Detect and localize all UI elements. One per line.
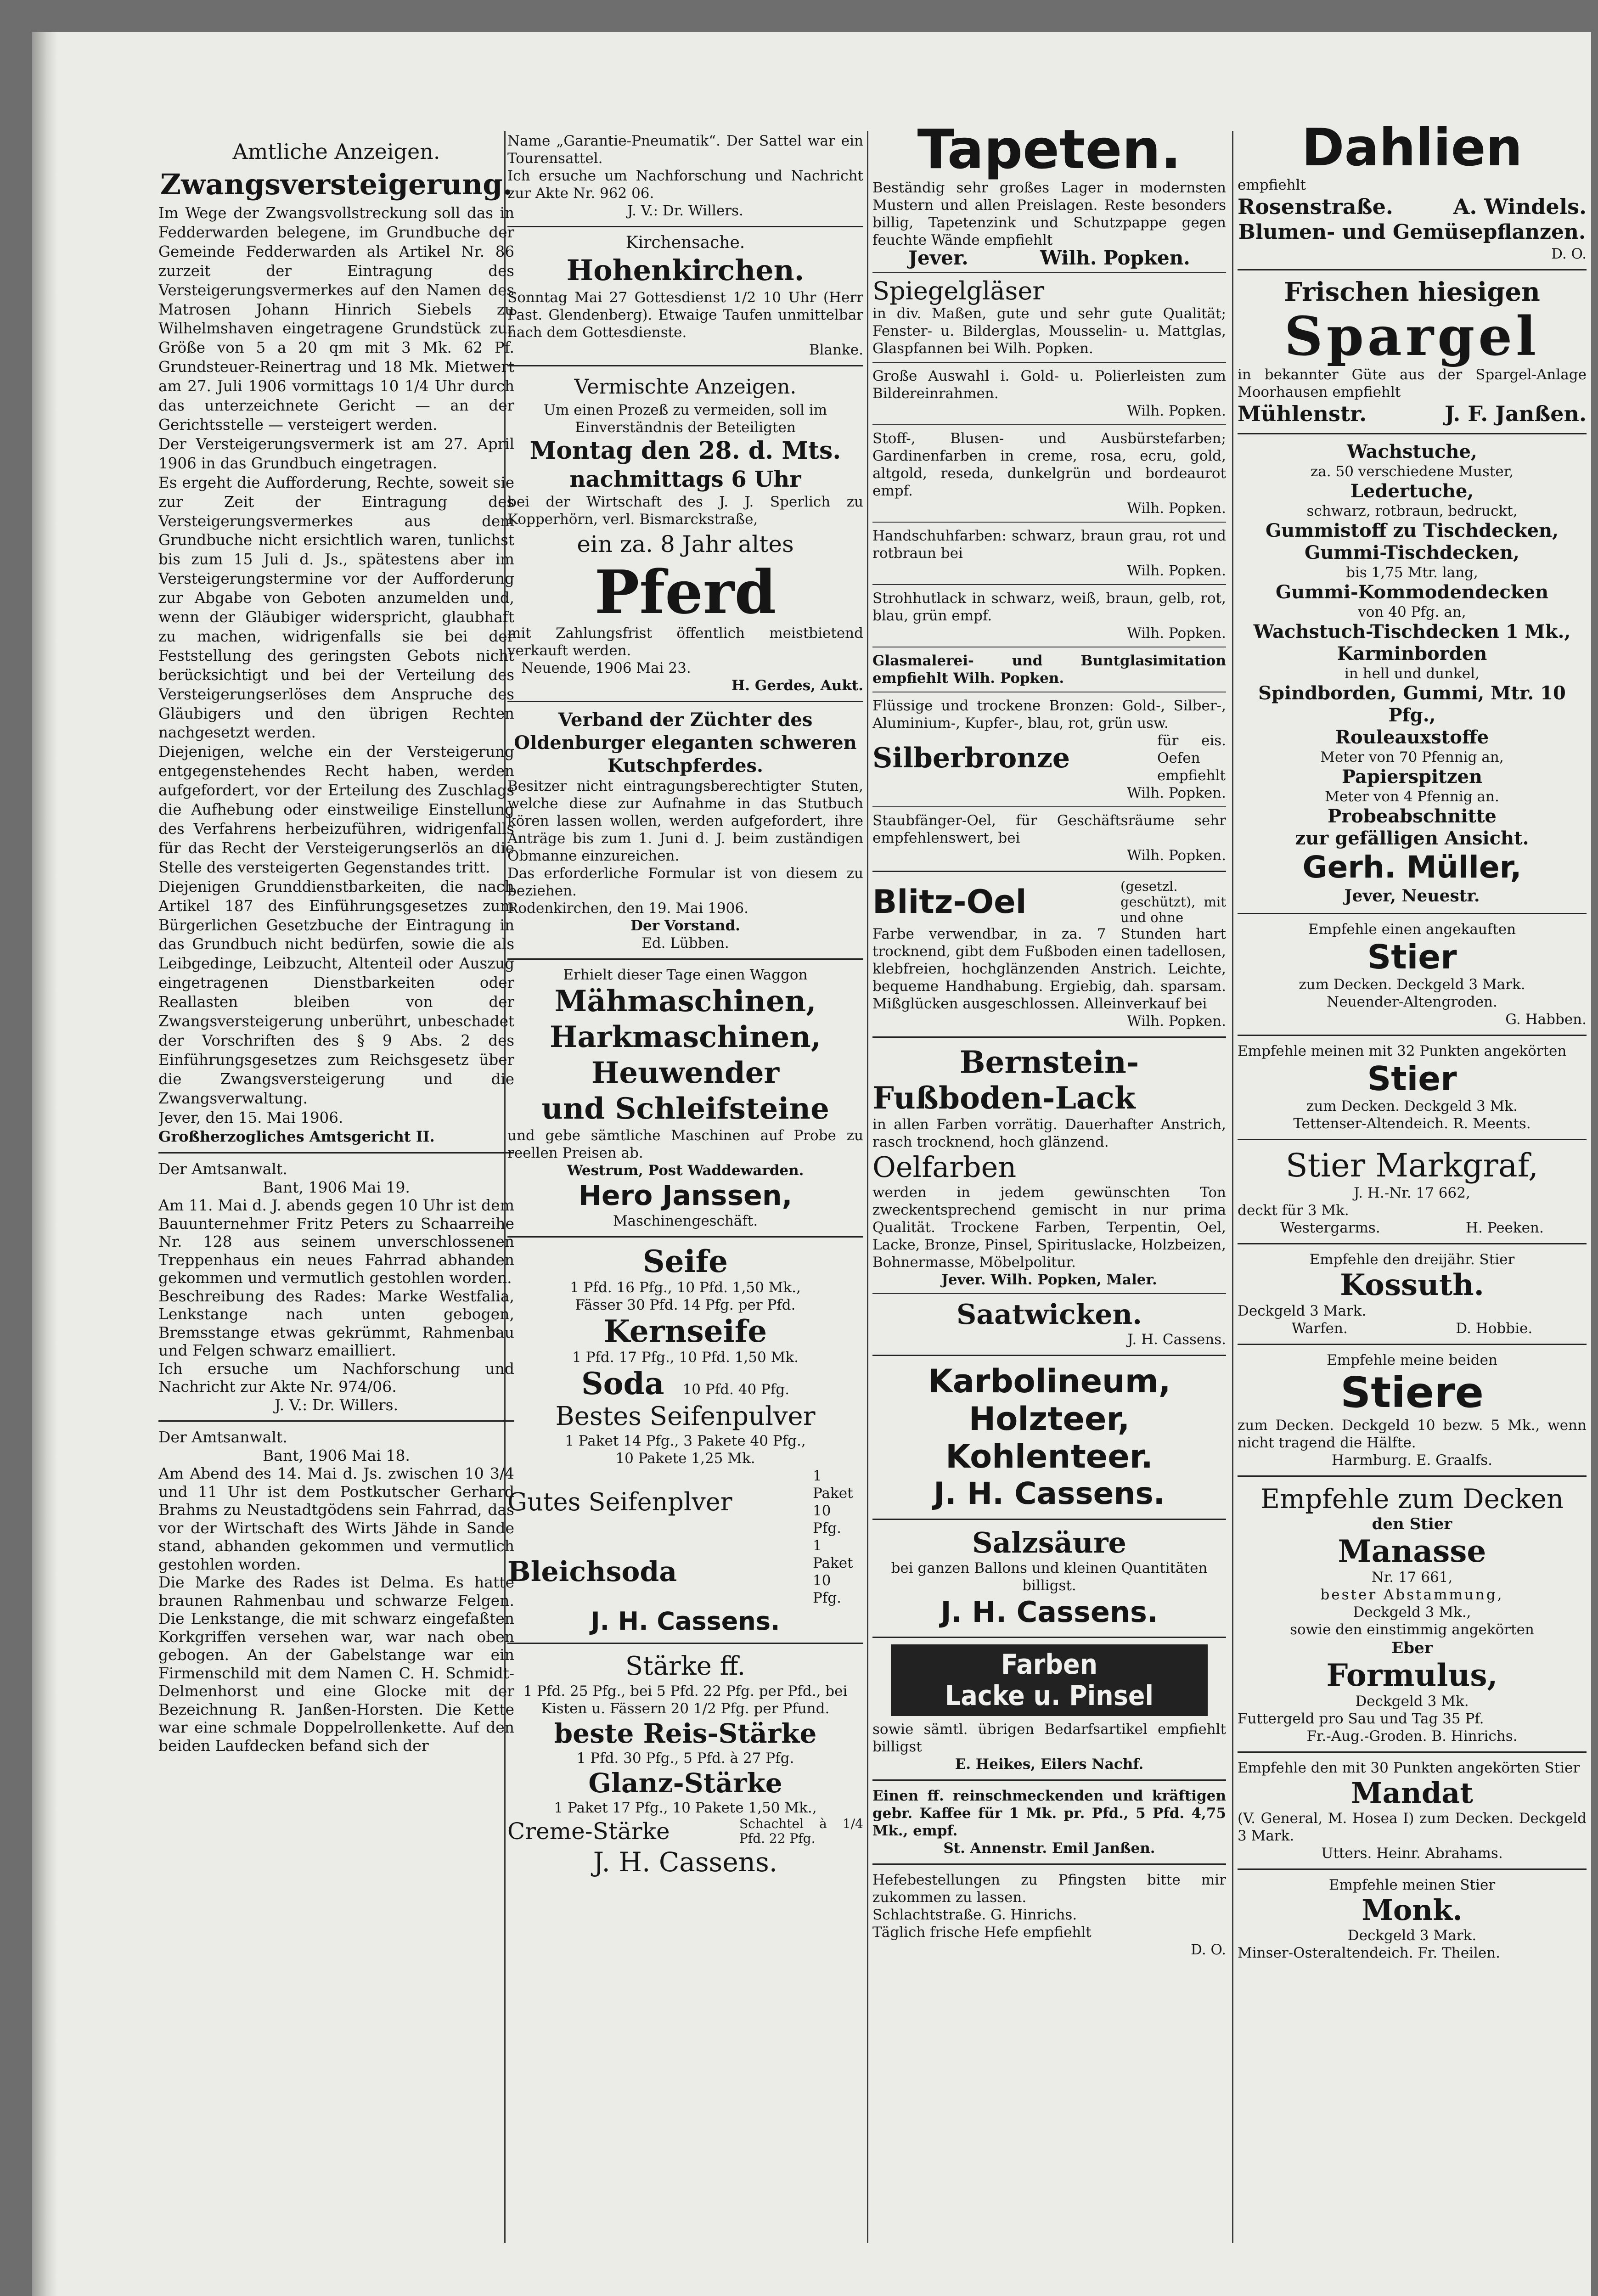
cont-sign: J. V.: Dr. Willers. <box>627 203 743 219</box>
mark-line: deckt für 3 Mk. <box>1238 1202 1349 1219</box>
mueller-place: Jever, Neuestr. <box>1344 886 1480 906</box>
divider <box>1238 1243 1587 1244</box>
janssen-item3: Heuwender <box>591 1055 780 1090</box>
silber-body: für eis. Oefen empfiehlt <box>1157 732 1226 784</box>
farben-body: sowie sämtl. übrigen Bedarfsartikel empfiehlt billigst <box>872 1721 1226 1755</box>
man-line1: bester Abstammung, <box>1320 1587 1504 1603</box>
koss-title: Kossuth. <box>1340 1268 1484 1302</box>
papier-line: Meter von 4 Pfennig an. <box>1325 788 1499 805</box>
divider <box>872 1779 1226 1781</box>
mark-title: Stier Markgraf, <box>1285 1147 1539 1184</box>
koss-row <box>1238 1320 1587 1337</box>
blitz-row <box>872 878 1226 925</box>
divider <box>1238 1035 1587 1036</box>
cassens-sign: J. H. Cassens. <box>591 1606 780 1636</box>
verm-intro: Um einen Prozeß zu vermeiden, soll im Einverständnis der Beteiligten <box>543 401 827 436</box>
farben-sign: E. Heikes, Eilers Nachf. <box>955 1756 1144 1773</box>
mueller-name: Gerh. Müller, <box>1302 850 1522 885</box>
staerke-body: 1 Pfd. 25 Pfg., bei 5 Pfd. 22 Pfg. per Pfd., bei Kisten u. Fässern 20 1/2 Pfg. per Pfund. <box>523 1683 848 1717</box>
bern-body: in allen Farben vorrätig. Dauerhafter Anstrich, rasch trocknend, hoch glänzend. <box>872 1116 1226 1150</box>
divider <box>872 871 1226 872</box>
bleich-title: Bleichsoda <box>507 1555 677 1588</box>
tapeten-title: Tapeten. <box>917 119 1182 181</box>
mand-body: (V. General, M. Hosea I) zum Decken. Deckgeld 3 Mark. <box>1238 1810 1587 1844</box>
reis-title: beste Reis-Stärke <box>554 1717 817 1749</box>
divider <box>158 1420 514 1422</box>
divider <box>872 1863 1226 1865</box>
bleich-row <box>507 1537 863 1607</box>
probe-title: Probeabschnitte <box>1328 805 1497 827</box>
monk-title: Monk. <box>1362 1893 1463 1927</box>
soda-row <box>507 1366 863 1401</box>
salz-body: bei ganzen Ballons und kleinen Quantitäten billigst. <box>891 1559 1208 1594</box>
kirch-body: Sonntag Mai 27 Gottesdienst 1/2 10 Uhr (Herr Past. Glendenberg). Etwaige Taufen unmittelbar nach dem Gottesdienste. <box>507 289 863 341</box>
janssen-intro: Erhielt dieser Tage einen Waggon <box>563 966 808 983</box>
monk-line: Deckgeld 3 Mark. <box>1347 1927 1477 1944</box>
sp-line2: 10 Pakete 1,25 Mk. <box>615 1450 755 1467</box>
divider <box>872 806 1226 807</box>
silber-row <box>872 732 1226 784</box>
verm-date2: nachmittags 6 Uhr <box>569 466 801 492</box>
verm-place: bei der Wirtschaft des J. J. Sperlich zu Kopperhörn, verl. Bismarckstraße, <box>507 493 863 528</box>
saat-sign: J. H. Cassens. <box>1127 1331 1226 1348</box>
divider <box>872 584 1226 585</box>
gutes-row <box>507 1467 863 1537</box>
soda-title: Soda <box>581 1365 664 1401</box>
janssen-item1: Mähmaschinen, <box>554 984 816 1019</box>
farben-line1: Farben <box>1001 1648 1098 1681</box>
man-nr: Nr. 17 661, <box>1371 1569 1453 1586</box>
kaffee-body: Einen ff. reinschmeckenden und kräftigen gebr. Kaffee für 1 Mk. pr. Pfd., 5 Pfd. 4,75 Mk., empf. <box>872 1787 1226 1839</box>
saat-title: Saatwicken. <box>956 1298 1142 1331</box>
man-line3: sowie den einstimmig angekörten <box>1290 1621 1534 1638</box>
mark-row <box>1238 1219 1587 1237</box>
gold-body: Große Auswahl i. Gold- u. Polierleisten zum Bildereinrahmen. <box>872 367 1226 402</box>
creme-title: Creme-Stärke <box>507 1818 670 1845</box>
page-binding-edge <box>32 32 57 2296</box>
cont-body: Name „Garantie-Pneumatik“. Der Sattel war ein Tourensattel. Ich ersuche um Nachforschung und Nachricht zur Akte Nr. 962 06. <box>507 133 863 202</box>
seife-title: Seife <box>642 1243 728 1279</box>
divider <box>507 1236 863 1238</box>
gold-sign: Wilh. Popken. <box>1127 402 1226 419</box>
amt2-date: Bant, 1906 Mai 18. <box>263 1446 410 1464</box>
koss-sign: D. Hobbie. <box>1456 1320 1533 1337</box>
monk-intro: Empfehle meinen Stier <box>1328 1877 1496 1893</box>
koss-line: Deckgeld 3 Mark. <box>1238 1303 1367 1319</box>
farben-banner <box>891 1644 1208 1716</box>
farben-line2: Lacke u. Pinsel <box>945 1679 1153 1712</box>
zwang-sign: Großherzogliches Amtsgericht II. <box>158 1127 435 1145</box>
amt2-head: Der Amtsanwalt. <box>158 1428 287 1446</box>
salz-title: Salzsäure <box>972 1525 1126 1559</box>
column-2 <box>507 132 863 1878</box>
gummi-title: Gummistoff zu Tischdecken, <box>1265 520 1559 541</box>
hefe-end: D. O. <box>1191 1941 1226 1958</box>
leder-line: schwarz, rotbraun, bedruckt, <box>1306 503 1518 519</box>
blitz-title: Blitz-Oel <box>872 883 1027 921</box>
janssen-item2: Harkmaschinen, <box>549 1019 822 1054</box>
oel-title: Oelfarben <box>872 1150 1017 1184</box>
amt1-head: Der Amtsanwalt. <box>158 1160 287 1178</box>
hefe-line: Täglich frische Hefe empfiehlt <box>872 1924 1092 1941</box>
bronze-body: Flüssige und trockene Bronzen: Gold-, Silber-, Aluminium-, Kupfer-, blau, rot, grün usw. <box>872 697 1226 732</box>
seife-line1: 1 Pfd. 16 Pfg., 10 Pfd. 1,50 Mk., <box>570 1279 801 1296</box>
kirch-title: Hohenkirchen. <box>566 253 805 287</box>
cassens-sign: J. H. Cassens. <box>593 1846 778 1878</box>
stier2-body: zum Decken. Deckgeld 3 Mk. <box>1306 1098 1518 1114</box>
zwang-title: Zwangsversteigerung. <box>160 168 513 201</box>
divider <box>872 362 1226 363</box>
spargel-street: Mühlenstr. <box>1238 401 1367 426</box>
verm-terms: mit Zahlungsfrist öffentlich meistbietend verkauft werden. <box>507 625 863 659</box>
verband-body: Besitzer nicht eintragungsberechtigter Stuten, welche diese zur Aufnahme in das Stutbuch kören lassen wollen, werden aufgefordert, ihre Anträge bis zum 1. Juni d. J. beim zuständigen Obmanne einzureichen. Das erforderliche Formular ist von diesem zu beziehen. Rodenkirchen, den 19. Mai 1906. <box>507 777 863 917</box>
silber-title: Silberbronze <box>872 742 1070 774</box>
tapeten-place: Jever. <box>908 247 968 269</box>
amt1-body: Am 11. Mai d. J. abends gegen 10 Uhr ist dem Bauunternehmer Fritz Peters zu Schaarreihe Nr. 128 aus seinem unverschlossenen Treppenhaus ein neues Fahrrad abhanden gekommen und vermutlich gestohlen worden. Beschreibung des Rades: Marke Westfalia, Lenkstange nach unten gebogen, Bremsstange etwas gekrümmt, Rahmenbau und Felgen schwarz emailliert. Ich ersuche um Nachforschung und Nachricht zur Akte Nr. 974/06. <box>158 1196 514 1396</box>
divider <box>872 1293 1226 1294</box>
kern-title: Kernseife <box>603 1313 767 1349</box>
hefe-place: Schlachtstraße. G. Hinrichs. <box>872 1906 1077 1923</box>
divider <box>872 272 1226 273</box>
stier1-sign: G. Habben. <box>1505 1011 1587 1028</box>
form-sign: Fr.-Aug.-Groden. B. Hinrichs. <box>1306 1728 1518 1745</box>
staub-body: Staubfänger-Oel, für Geschäftsräume sehr empfehlenswert, bei <box>872 812 1226 846</box>
bern-title2: Fußboden-Lack <box>872 1080 1136 1116</box>
spargel-body: in bekannter Güte aus der Spargel-Anlage Moorhausen empfiehlt <box>1238 366 1587 400</box>
man-title: Manasse <box>1338 1533 1486 1569</box>
gutes-price: 1 Paket 10 Pfg. <box>813 1467 853 1536</box>
divider <box>872 1637 1226 1638</box>
divider <box>872 424 1226 425</box>
tapeten-sign-row <box>872 249 1226 267</box>
column-3 <box>872 119 1226 1958</box>
stier1-place: Neuender-Altengroden. <box>1327 994 1497 1010</box>
janssen-trade: Maschinengeschäft. <box>613 1212 758 1229</box>
stiere-title: Stiere <box>1340 1368 1484 1417</box>
stier2-title: Stier <box>1367 1059 1457 1098</box>
divider <box>1238 1139 1587 1140</box>
glanz-line: 1 Paket 17 Pfg., 10 Pakete 1,50 Mk., <box>554 1799 817 1816</box>
column-rule <box>867 131 868 2243</box>
karmin-line: in hell und dunkel, <box>1344 665 1480 682</box>
janssen-place: Westrum, Post Waddewarden. <box>567 1162 804 1179</box>
bleich-price: 1 Paket 10 Pfg. <box>813 1537 853 1606</box>
janssen-body: und gebe sämtliche Maschinen auf Probe zu reellen Preisen ab. <box>507 1127 863 1161</box>
reis-line: 1 Pfd. 30 Pfg., 5 Pfd. à 27 Pfg. <box>576 1750 794 1767</box>
koss-place: Warfen. <box>1291 1320 1348 1337</box>
spargel-intro: Frischen hiesigen <box>1284 277 1540 307</box>
form-title: Formulus, <box>1326 1657 1498 1693</box>
papier-title: Papierspitzen <box>1341 766 1482 788</box>
verm-sign: H. Gerdes, Aukt. <box>731 677 863 694</box>
soda-line: 10 Pfd. 40 Pfg. <box>682 1381 790 1398</box>
wt-title: Wachstuch-Tischdecken 1 Mk., <box>1253 621 1571 642</box>
kirch-sign: Blanke. <box>809 341 863 358</box>
stoff-body: Stoff-, Blusen- und Ausbürstefarben; Gardinenfarben in creme, rosa, ecru, gold, altgold, reseda, dunkelgrün und bordeaurot empf. <box>872 430 1226 499</box>
verband-sign1: Der Vorstand. <box>630 917 740 934</box>
komm-title: Gummi-Kommodendecken <box>1275 581 1549 603</box>
oel-sign: Jever. Wilh. Popken, Maler. <box>941 1271 1157 1288</box>
spiegel-title: Spiegelgläser <box>872 276 1045 305</box>
stier1-body: zum Decken. Deckgeld 3 Mark. <box>1299 976 1525 993</box>
oel-body: werden in jedem gewünschten Ton zweckentsprechend gemischt in nur prima Qualität. Trockene Farben, Terpentin, Oel, Lacke, Bronze, Pinsel, Spirituslacke, Holzbeizen, Bohnermasse, Möbelpolitur. <box>872 1184 1226 1271</box>
dahlien-street: Rosenstraße. <box>1238 194 1393 219</box>
divider <box>1238 1475 1587 1477</box>
mand-intro: Empfehle den mit 30 Punkten angekörten Stier <box>1238 1760 1580 1776</box>
amt1-sign: J. V.: Dr. Willers. <box>274 1396 399 1414</box>
dahlien-row <box>1238 194 1587 219</box>
sp-title: Bestes Seifenpulver <box>555 1401 816 1431</box>
blitz-ges: (gesetzl. geschützt), mit und ohne <box>1120 878 1226 925</box>
form-line2: Futtergeld pro Sau und Tag 35 Pf. <box>1238 1711 1484 1727</box>
spargel-name: J. F. Janßen. <box>1445 401 1587 426</box>
dahlien-title: Dahlien <box>1301 119 1523 178</box>
divider <box>1238 433 1587 434</box>
tapeten-body: Beständig sehr großes Lager in modernsten Mustern und allen Preislagen. Reste besonders billig, Tapetenzink und Schutzpappe gegen feuchte Wände empfiehlt <box>872 180 1226 248</box>
verband-title: Verband der Züchter des Oldenburger eleganten schweren Kutschpferdes. <box>514 709 857 777</box>
karb-line3: Kohlenteer. <box>945 1437 1153 1475</box>
divider <box>1238 1344 1587 1345</box>
komm-line: von 40 Pfg. an, <box>1358 604 1466 620</box>
mand-sign: Utters. Heinr. Abrahams. <box>1321 1845 1503 1862</box>
monk-sign: Minser-Osteraltendeich. Fr. Theilen. <box>1238 1945 1501 1961</box>
divider <box>507 958 863 960</box>
staerke-title: Stärke ff. <box>625 1651 746 1681</box>
stroh-sign: Wilh. Popken. <box>1127 625 1226 642</box>
stiere-body: zum Decken. Deckgeld 10 bezw. 5 Mk., wenn nicht tragend die Hälfte. <box>1238 1417 1587 1451</box>
spiegel-body: in div. Maßen, gute und sehr gute Qualität; Fenster- u. Bilderglas, Mousselin- u. Mattglas, Glaspfannen bei Wilh. Popken. <box>872 305 1226 357</box>
stroh-body: Strohhutlack in schwarz, weiß, braun, gelb, rot, blau, grün empf. <box>872 590 1226 624</box>
probe-sub: zur gefälligen Ansicht. <box>1295 827 1529 849</box>
creme-price: Schachtel à 1/4 Pfd. 22 Pfg. <box>739 1816 863 1846</box>
glanz-title: Glanz-Stärke <box>588 1767 782 1799</box>
kaffee-sign: St. Annenstr. Emil Janßen. <box>943 1840 1155 1857</box>
man-eber: Eber <box>1391 1639 1433 1657</box>
blitz-sign: Wilh. Popken. <box>1127 1013 1226 1030</box>
amt2-body: Am Abend des 14. Mai d. Js. zwischen 10 3/4 und 11 Uhr ist dem Postkutscher Gerhard Brahms zu Neustadtgödens sein Fahrrad, das vor der Wirtschaft des Wirts Jähde in Sande stand, abhanden gekommen und vermutlich gestohlen worden. Die Marke des Rades ist Delma. Es hatte braunen Rahmenbau und schwarze Felgen. Die Lenkstange, die mit schwarz eingefaßten Korkgriffen versehen war, war nach oben gebogen. An der Gabelstange war ein Firmenschild mit dem Namen C. H. Schmidt-Delmenhorst und eine Glocke mit der Bezeichnung R. Janßen-Horsten. Die Kette war eine schmale Doppelrollenkette. Auf den beiden Laufdecken befand sich der <box>158 1464 514 1755</box>
gummi-sub: Gummi-Tischdecken, <box>1305 542 1519 563</box>
hand-body: Handschuhfarben: schwarz, braun grau, rot und rotbraun bei <box>872 527 1226 562</box>
stiere-intro: Empfehle meine beiden <box>1327 1352 1497 1368</box>
column-rule <box>1232 131 1233 2243</box>
divider <box>158 1152 514 1154</box>
stier1-intro: Empfehle einen angekauften <box>1308 921 1516 938</box>
karb-line1: Karbolineum, <box>928 1362 1171 1400</box>
glas-body: Glasmalerei- und Buntglasimitation empfiehlt Wilh. Popken. <box>872 652 1226 687</box>
wachs-line1: za. 50 verschiedene Muster, <box>1310 463 1514 480</box>
divider <box>507 226 863 227</box>
verband-sign2: Ed. Lübben. <box>641 934 729 951</box>
gummi-line: bis 1,75 Mtr. lang, <box>1346 564 1478 581</box>
kern-line: 1 Pfd. 17 Pfg., 10 Pfd. 1,50 Mk. <box>572 1349 799 1366</box>
divider <box>872 1036 1226 1038</box>
stier1-title: Stier <box>1367 938 1457 976</box>
spargel-title: Spargel <box>1284 305 1540 368</box>
verm-age: ein za. 8 Jahr altes <box>577 530 794 557</box>
bern-title1: Bernstein- <box>959 1044 1139 1080</box>
koss-intro: Empfehle den dreijähr. Stier <box>1309 1251 1515 1268</box>
verm-date1: Montag den 28. d. Mts. <box>529 436 841 465</box>
divider <box>507 1643 863 1644</box>
stiere-sign: Harmburg. E. Graalfs. <box>1332 1452 1492 1469</box>
stoff-sign: Wilh. Popken. <box>1127 500 1226 517</box>
divider <box>872 522 1226 523</box>
salz-sign: J. H. Cassens. <box>940 1595 1158 1629</box>
stier2-intro: Empfehle meinen mit 32 Punkten angekörten <box>1238 1043 1567 1059</box>
creme-row <box>507 1817 863 1846</box>
divider <box>872 1519 1226 1520</box>
verm-pferd: Pferd <box>594 557 776 627</box>
divider <box>507 701 863 702</box>
column-1 <box>158 138 514 1755</box>
divider <box>872 1355 1226 1356</box>
hefe-body: Hefebestellungen zu Pfingsten bitte mir zukommen zu lassen. <box>872 1871 1226 1906</box>
dahlien-name: A. Windels. <box>1453 194 1587 219</box>
hand-sign: Wilh. Popken. <box>1127 562 1226 579</box>
gutes-title: Gutes Seifenplver <box>507 1487 732 1516</box>
kirch-label: Kirchensache. <box>625 233 745 252</box>
section-title: Amtliche Anzeigen. <box>232 139 440 164</box>
janssen-name: Hero Janssen, <box>578 1179 793 1212</box>
man-line2: Deckgeld 3 Mk., <box>1353 1604 1471 1621</box>
wachs-title: Wachstuche, <box>1347 441 1477 462</box>
karmin-title: Karminborden <box>1337 643 1487 664</box>
man-intro: Empfehle zum Decken <box>1260 1483 1564 1514</box>
mark-hnr: J. H.-Nr. 17 662, <box>1354 1185 1470 1201</box>
stier2-sign: Tettenser-Altendeich. R. Meents. <box>1293 1115 1531 1132</box>
divider <box>1238 1868 1587 1870</box>
karb-sign: J. H. Cassens. <box>934 1475 1165 1511</box>
tapeten-sign: Wilh. Popken. <box>1040 247 1190 269</box>
karb-line2: Holzteer, <box>968 1400 1130 1438</box>
blitz-body: Farbe verwendbar, in za. 7 Stunden hart trocknend, gibt dem Fußboden einen tadellosen, klebfreien, hochglänzenden Anstrich. Leichte, bequeme Handhabung. Ergiebig, dah. sparsam. Mißglücken ausgeschlossen. Alleinverkauf bei <box>872 925 1226 1012</box>
verm-date: Neuende, 1906 Mai 23. <box>521 659 691 676</box>
verm-title: Vermischte Anzeigen. <box>574 375 797 399</box>
leder-title: Ledertuche, <box>1350 480 1474 502</box>
divider <box>1238 269 1587 270</box>
divider <box>507 365 863 366</box>
mark-sign: H. Peeken. <box>1465 1220 1544 1236</box>
silber-sign: Wilh. Popken. <box>1127 784 1226 801</box>
man-sub: den Stier <box>1372 1515 1452 1533</box>
dahlien-sub: Blumen- und Gemüsepflanzen. <box>1238 220 1586 244</box>
amt1-date: Bant, 1906 Mai 19. <box>263 1178 410 1196</box>
mand-title: Mandat <box>1350 1776 1474 1810</box>
roul-title: Rouleauxstoffe <box>1335 726 1489 748</box>
dahlien-do: D. O. <box>1551 246 1587 262</box>
sp-line1: 1 Paket 14 Pfg., 3 Pakete 40 Pfg., <box>565 1432 806 1449</box>
zwang-body: Im Wege der Zwangsvollstreckung soll das in Fedderwarden belegene, im Grundbuche der Gemeinde Fedderwarden als Artikel Nr. 86 zurzeit der Eintragung des Versteigerungsvermerkes auf den Namen des Matrosen Johann Hinrich Siebels zu Wilhelmshaven eingetragene Grundstück zur Größe von 5 a 20 qm mit 3 Mk. 62 Pf. Grundsteuer-Reinertrag und 18 Mk. Mietwert am 27. Juli 1906 vormittags 10 1/4 Uhr durch das unterzeichnete Gericht — an der Gerichtsstelle — versteigert werden. Der Versteigerungsvermerk ist am 27. April 1906 in das Grundbuch eingetragen. Es ergeht die Aufforderung, Rechte, soweit sie zur Zeit der Eintragung des Versteigerungsvermerkes aus dem Grundbuche nicht ersichtlich waren, tunlichst bis zum 15 Juli d. Js., spätestens aber im Versteigerungstermine vor der Aufforderung zur Abgabe von Geboten anzumelden und, wenn der Gläubiger widerspricht, glaubhaft zu machen, widrigenfalls sie bei der Feststellung des geringsten Gebots nicht berücksichtigt und bei der Verteilung des Versteigerungserlöses dem Anspruche des Gläubigers und den übrigen Rechten nachgesetzt werden. Diejenigen, welche ein der Versteigerung entgegenstehendes Recht haben, werden aufgefordert, vor der Erteilung des Zuschlags die Aufhebung oder einstweilige Einstellung des Verfahrens herbeizuführen, widrigenfalls für das Recht der Versteigerungserlös an die Stelle des versteigerten Gegenstandes tritt. Diejenigen Grunddienstbarkeiten, die nach Artikel 187 des Einführungsgesetzes zum Bürgerlichen Gesetzbuche der Eintragung in das Grundbuch nicht bedürfen, sowie die als Leibgedinge, Leibzucht, Altenteil oder Auszug eingetragenen Dienstbarkeiten oder Reallasten bleiben von der Zwangsversteigerung unberührt, unbeschadet der Vorschriften des § 9 Abs. 2 des Einführungsgesetzes zum Reichsgesetz über die Zwangsversteigerung und die Zwangsverwaltung. Jever, den 15. Mai 1906. <box>158 204 514 1126</box>
roul-line: Meter von 70 Pfennig an, <box>1320 749 1504 765</box>
mark-place: Westergarms. <box>1280 1220 1380 1236</box>
staub-sign: Wilh. Popken. <box>1127 847 1226 864</box>
divider <box>1238 913 1587 914</box>
form-line1: Deckgeld 3 Mk. <box>1355 1693 1469 1710</box>
column-4 <box>1238 119 1587 1962</box>
dahlien-line: empfiehlt <box>1238 177 1306 193</box>
janssen-item4: und Schleifsteine <box>541 1091 829 1126</box>
spargel-row <box>1238 401 1587 427</box>
seife-line2: Fässer 30 Pfd. 14 Pfg. per Pfd. <box>575 1296 796 1313</box>
spind-title: Spindborden, Gummi, Mtr. 10 Pfg., <box>1258 682 1566 726</box>
divider <box>1238 1751 1587 1753</box>
